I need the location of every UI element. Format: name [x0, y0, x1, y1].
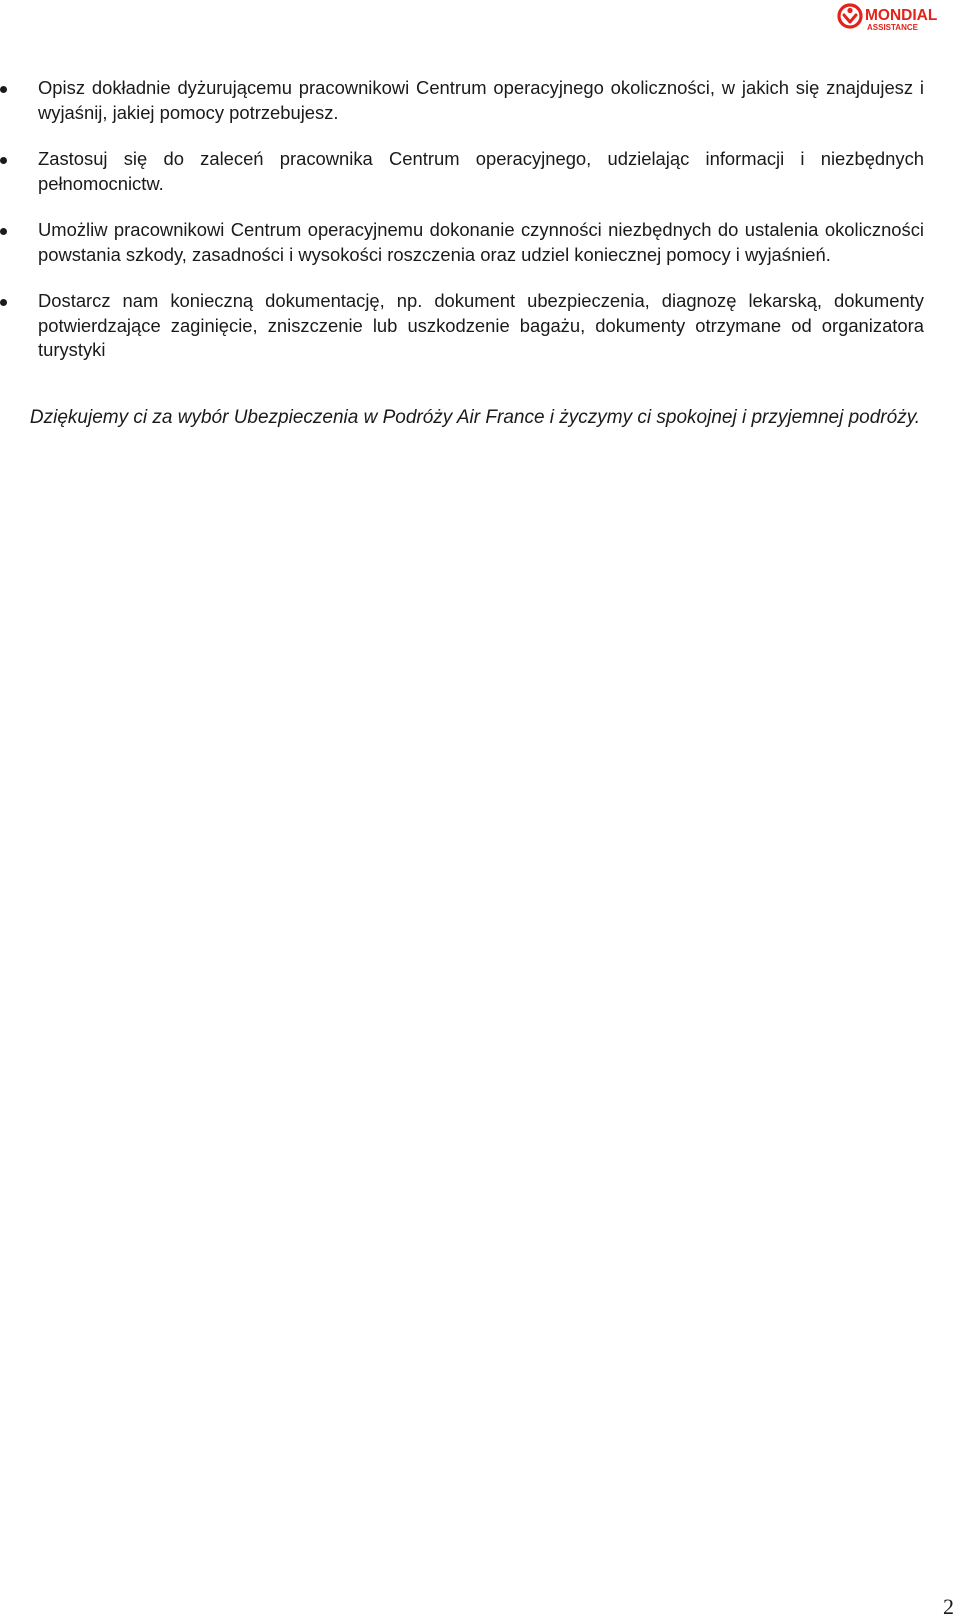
bullet-icon: [0, 228, 7, 235]
page-number: 2: [943, 1594, 954, 1619]
mondial-assistance-logo-graphic: [836, 2, 954, 34]
list-item: [0, 218, 960, 267]
list-item-text: Opisz dokładnie dyżurującemu pracownikowi Centrum operacyjnego okoliczności, w jakich się znajdujesz i wyjaśnij, jakiej pomocy potrzebujesz.: [38, 77, 924, 123]
list-item: [0, 147, 960, 196]
list-item: [0, 289, 960, 363]
closing-message: Dziękujemy ci za wybór Ubezpieczenia w Podróży Air France i życzymy ci spokojnej i przyjemnej podróży.: [29, 406, 921, 428]
mondial-assistance-logo: [836, 2, 954, 34]
list-item-text: Zastosuj się do zaleceń pracownika Centrum operacyjnego, udzielając informacji i niezbędnych pełnomocnictw.: [38, 148, 924, 194]
bullet-icon: [0, 86, 7, 93]
list-item: [0, 76, 960, 125]
bullet-icon: [0, 157, 7, 164]
logo-subtitle: ASSISTANCE: [867, 23, 918, 32]
logo-wordmark: MONDIAL: [865, 7, 938, 24]
bullet-icon: [0, 299, 7, 306]
instructions-list: [0, 76, 960, 363]
list-item-text: Dostarcz nam konieczną dokumentację, np. dokument ubezpieczenia, diagnozę lekarską, dokumenty potwierdzające zaginięcie, zniszczenie lub uszkodzenie bagażu, dokumenty otrzymane od organizatora turystyki: [38, 290, 924, 360]
list-item-text: Umożliw pracownikowi Centrum operacyjnemu dokonanie czynności niezbędnych do ustalenia okoliczności powstania szkody, zasadności i wysokości roszczenia oraz udziel koniecznej pomocy i wyjaśnień.: [38, 219, 924, 265]
document-body: [0, 76, 960, 430]
